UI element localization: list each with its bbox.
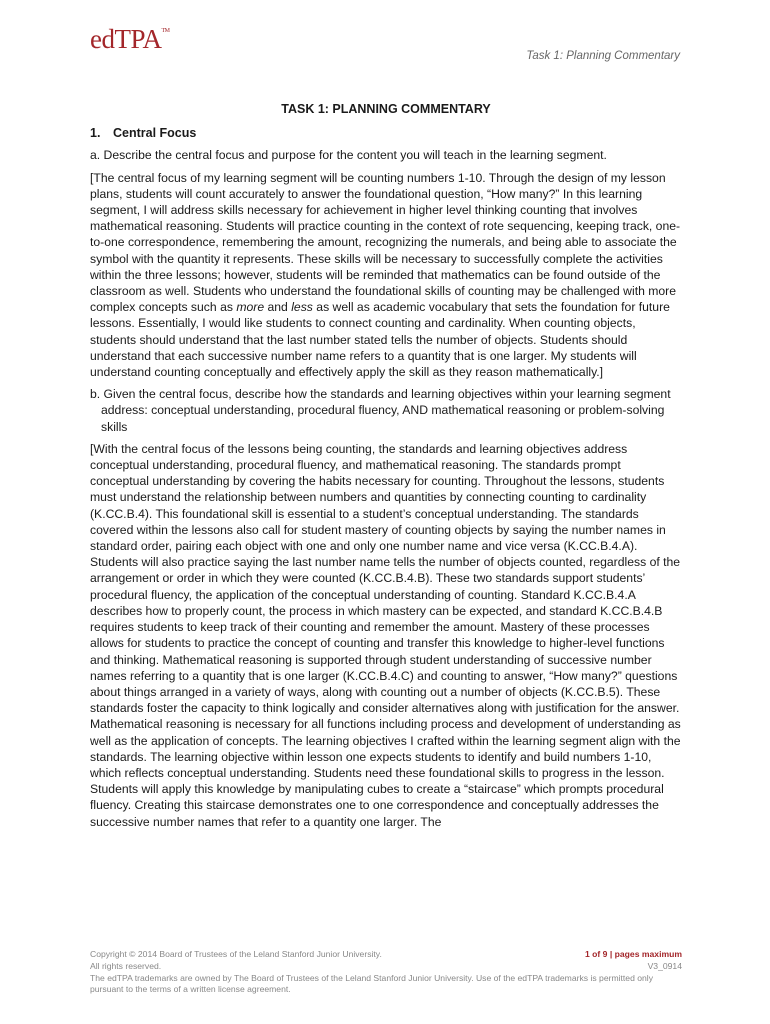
page-count: 1 of 9 | pages maximum [585, 949, 682, 959]
response-a-part2: and [264, 300, 292, 315]
document-body [90, 101, 682, 836]
logo-text: edTPA [90, 24, 162, 54]
response-a-emphasis-more: more [236, 300, 265, 315]
document-title: TASK 1: PLANNING COMMENTARY [281, 102, 491, 116]
trademark-mark: TM [161, 28, 170, 34]
page-footer [90, 949, 682, 996]
trademark-notice: The edTPA trademarks are owned by The Board of Trustees of the Leland Stanford Junior University. Use of the edTPA trademarks is permitted only pursuant to the terms of a written license agreement. [90, 972, 654, 995]
rights-notice: All rights reserved. [90, 960, 162, 971]
prompt-b: b. Given the central focus, describe how the standards and learning objectives within your learning segment address: conceptual understanding, procedural fluency, AND mathematical reasoning or problem-solving skills [90, 387, 671, 434]
footer-row-1 [90, 949, 682, 961]
copyright-notice: Copyright © 2014 Board of Trustees of the Leland Stanford Junior University. [90, 949, 382, 959]
section-number: 1. [90, 126, 101, 141]
version-label: V3_0914 [647, 960, 682, 971]
section-title: Central Focus [113, 126, 197, 141]
response-a-part3: as well as academic vocabulary that sets the foundation for future lessons. Essentially, I would like students to connect counting and cardinality. When counting objects, students should understand that the last number stated tells the number of objects. Students should understand that each successive number name refers to a quantity that is one larger. My students will understand counting conceptually and effectively apply the skill as they reason mathematically.] [90, 300, 670, 380]
section-heading [90, 125, 682, 141]
response-a-emphasis-less: less [291, 300, 313, 315]
response-a [90, 170, 682, 381]
response-a-part1: [The central focus of my learning segment will be counting numbers 1-10. Through the design of my lesson plans, students will count accurately to answer the foundational question, “How many?” In this learning segment, I will address skills necessary for achievement in higher level thinking counting that involves mathematical reasoning. Students will practice counting in the context of rote sequencing, keeping track, one-to-one correspondence, remembering the amount, recognizing the numerals, and being able to associate the symbol with the quantity it represents. These skills will be necessary to successfully complete the activities within the three lessons; however, students will be reminded that mathematics can be found outside of the classroom as well. Students who understand the foundational skills of counting may be challenged with more complex concepts such as [90, 170, 681, 315]
running-head: Task 1: Planning Commentary [526, 50, 680, 62]
response-b: [With the central focus of the lessons being counting, the standards and learning objectives address conceptual understanding, procedural fluency, and mathematical reasoning. The standards prompt conceptual understanding by covering the habits necessary for counting. Throughout the lessons, students must understand the relationship between numbers and quantities by connecting counting to cardinality (K.CC.B.4). This foundational skill is essential to a student’s conceptual understanding. The standards covered within the lessons also call for student mastery of counting objects by saying the number names in standard order, pairing each object with one and only one number name and vice versa (K.CC.B.4.A). Students will also practice saying the last number name tells the number of objects counted, regardless of the arrangement or order in which they were counted (K.CC.B.4.B). These two standards support students’ procedural fluency, the application of the conceptual understanding of counting. Standard K.CC.B.4.A describes how to properly count, the process in which mastery can be expected, and standard K.CC.B.4.B requires students to keep track of their counting and remember the amount. Mastery of these processes allows for students to practice the concept of counting and transfer this knowledge to higher-level functions and thinking. Mathematical reasoning is supported through student understanding of successive number names referring to a quantity that is one larger (K.CC.B.4.C) and counting to answer, “How many?” questions about things arranged in a variety of ways, along with counting out a number of objects (K.CC.B.5). These standards foster the capacity to think logically and consider alternatives along with justification for the answer. Mathematical reasoning is necessary for all functions including process and development of understanding as well as the application of concepts. The learning objectives I crafted within the learning segment align with the standards. The learning objective within lesson one expects students to identify and build numbers 1-10, which reflects conceptual understanding. Students need these foundational skills to progress in the lesson. Students will apply this knowledge by manipulating cubes to create a “staircase” which prompts procedural fluency. Creating this staircase demonstrates one to one correspondence and conceptually addresses the successive number names that refer to a quantity one larger. The [90, 441, 681, 829]
footer-row-2 [90, 961, 682, 973]
prompt-a: a. Describe the central focus and purpose for the content you will teach in the learning segment. [90, 148, 607, 163]
edtpa-logo [90, 24, 170, 55]
